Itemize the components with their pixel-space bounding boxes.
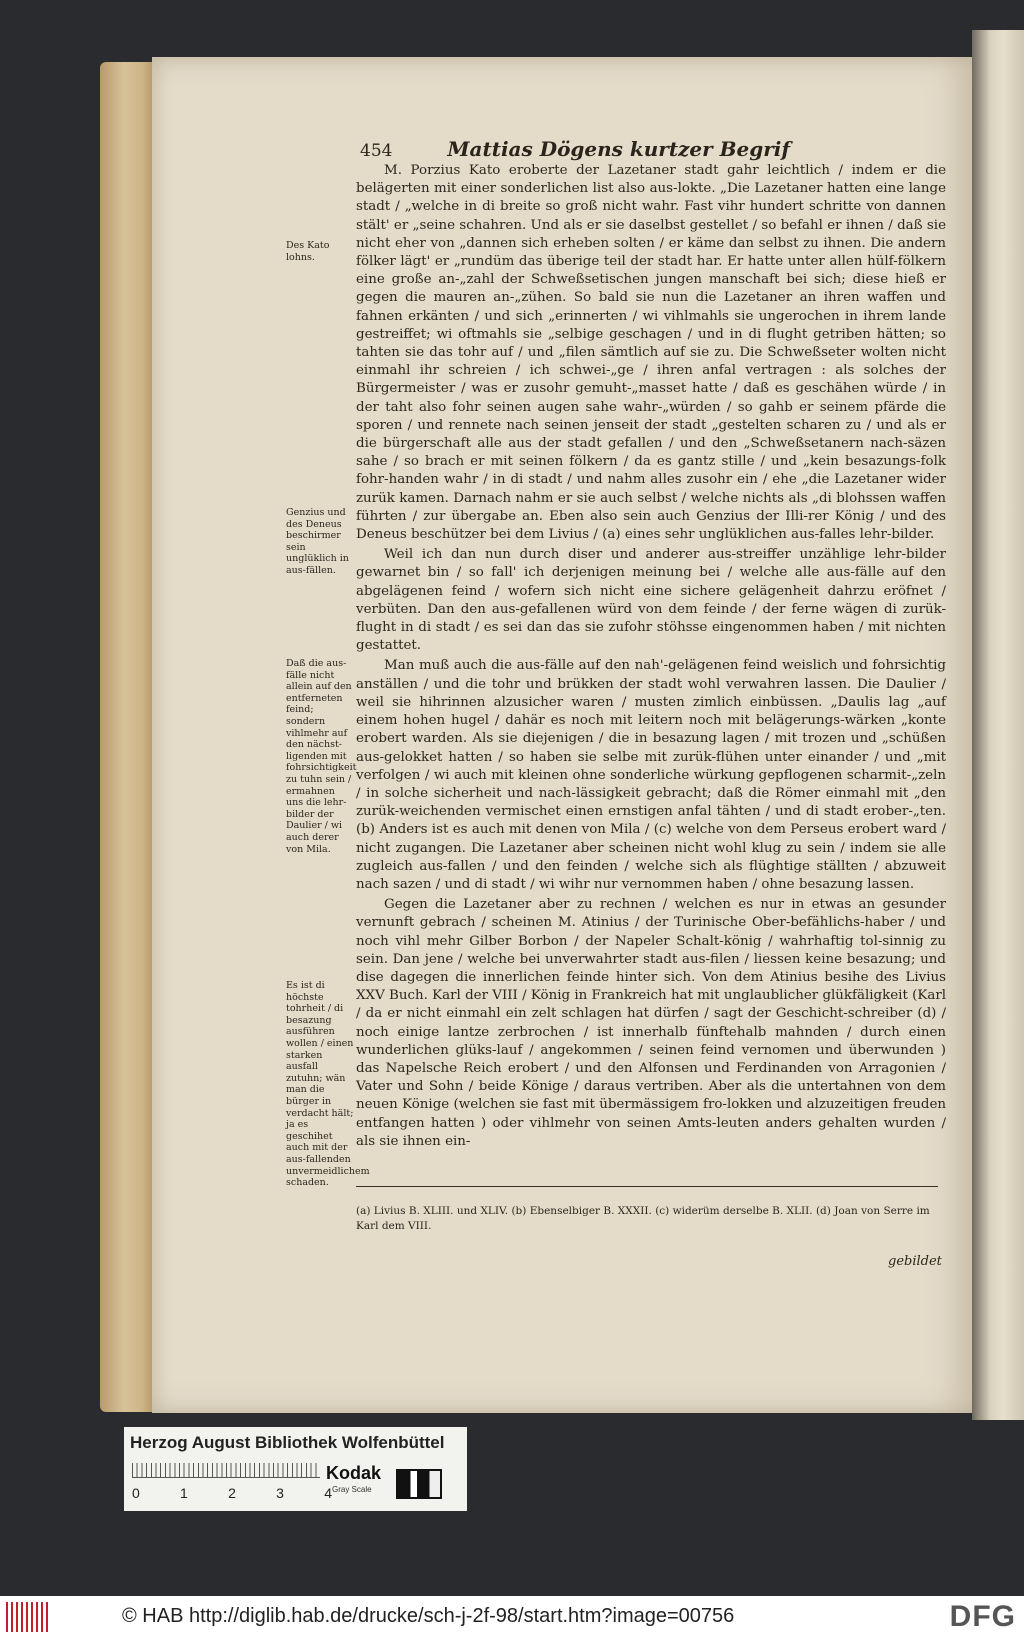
scale-number: 2 [228,1485,236,1501]
paragraph: Weil ich dan nun durch diser und anderer aus-streiffer unzählige lehr-bilder gewarnet bin / so fall' ich derjenigen meinung bei / welche alle aus-fälle auf den abgelägenen feind / wofern sich nicht eine sichere gelägenheit dahrzu eröfnet / verbüten. Dan den aus-gefallenen würd von dem feinde / der ferne wägen di zurük-flught in di stadt / es sei dan das sie zufohr stöhsse eingenommen haben / mit nichten gestattet. [356,547,946,654]
margin-note: Es ist di höchste tohrheit / di besazung ausführen wollen / einen starken ausfall zutuhn; wän man die bürger in verdacht hält; ja es geschihet auch mit der aus-fallenden unvermeidlichem schaden. [286,980,370,1189]
kodak-logo: Kodak [326,1463,382,1483]
dfg-logo: DFG [949,1599,1016,1633]
barcode-icon [6,1602,50,1632]
book-spine [972,30,1024,1420]
page-number: 454 [360,141,393,161]
scale-numbers [132,1485,332,1501]
scale-ruler [132,1463,320,1478]
footnotes: (a) Livius B. XLIII. und XLIV. (b) Ebenselbiger B. XXXII. (c) widerüm derselbe B. XLII. (d) Joan von Serre im Karl dem VIII. [356,1205,930,1232]
gray-scale-swatch [396,1469,442,1499]
scale-number: 0 [132,1485,140,1501]
gray-scale-text: Gray Scale [332,1485,372,1494]
book-page-edges [100,62,160,1412]
library-label [124,1427,467,1511]
scale-number: 3 [276,1485,284,1501]
scale-number: 4 [324,1485,332,1501]
margin-note: Genzius und des Deneus beschirmer sein unglüklich in aus-fällen. [286,507,349,576]
scale-number: 1 [180,1485,188,1501]
catchword: gebildet [888,1254,942,1269]
body-text [356,162,946,1151]
running-title: Mattias Dögens kurtzer Begrif [447,137,790,161]
margin-note: Des Kato lohns. [286,240,330,263]
footnote-rule [356,1186,938,1187]
copyright-url[interactable]: © HAB http://diglib.hab.de/drucke/sch-j-2f-98/start.htm?image=00756 [122,1605,735,1627]
margin-note: Daß die aus-fälle nicht allein auf den entferneten feind; sondern vihlmehr auf den nächst-ligenden mit fohrsichtigkeit zu tuhn sein / ermahnen uns die lehr-bilder der Daulier / wi auch derer von Mila. [286,658,357,855]
page-header [360,137,940,161]
paragraph: Man muß auch die aus-fälle auf den nah'-gelägenen feind weislich und fohrsichtig anställen / und die tohr und brükken der stadt wohl verwahren lassen. Die Daulier / weil sie hihrinnen alzusicher waren / musten zimlich einbüssen. „Daulis lag „auf einem hohen hugel / dahär es noch mit leitern noch mit belägerungs-wärken „konte erobert warden. Als sie diejenigen / die in besazung lagen / mit trozen und „schüßen aus-gelokket hatten / so haben sie selbe mit zurük-flühen unter einander / und „mit verfolgen / wi auch mit kleinen ohne sonderliche würkung gepflogenen scharmit-„zeln / in solche sicherheit und nach-lässigkeit gebracht; daß die Römer einmahl mit „den zurük-weichenden vermischet einen ernstigen anfal tähten / und di stadt erober-„ten. (b) Anders ist es auch mit denen von Mila / (c) welche von dem Perseus erobert ward / nicht zugangen. Die Lazetaner aber scheinen nicht wohl klug zu sein / indem sie alle zugleich aus-fallen / und den feinden / welche sich als flüghtige ställten / abzuweit nach sazen / und di stadt / wi wihr nur vernommen haben / ohne besazung lassen. [356,658,946,892]
footer-bar [0,1596,1024,1637]
paragraph: Gegen die Lazetaner aber zu rechnen / welchen es nur in etwas an gesunder vernunft gebrach / scheinen M. Atinius / der Turinische Ober-befählichs-haber / und noch vihl mehr Gilber Borbon / der Napeler Schalt-könig / wahrhaftig tol-sinnig zu sein. Dan jene / welche bei unverwahrter stadt aus-filen / liessen keine besazung; und dise dagegen die innerlichen feinde hinter sich. Von dem Atinius besihe des Livius XXV Buch. Karl der VIII / König in Frankreich hat mit unglaublicher glükfäligkeit (Karl / da er nicht einmahl ein zelt schlagen hat dürfen / sagt der Geschicht-schreiber (d) / noch einige lantze zerbrochen / ist innerhalb fünftehalb mahnden / durch einen wunderlichen glüks-lauf / angekommen / seinen feind vernomen und überwunden ) das Napelsche Reich erobert / und den Alfonsen und Ferdinanden von Arragonien / Vater und Sohn / beide Könige / daraus vertriben. Aber als die untertahnen von dem neuen Könige (welchen sie fast mit übermässigem fro-lokken und alzuzeitigen freuden entfangen hatten ) oder vihlmehr von seinen Amts-leuten anders gehalten wurden / als sie ihnen ein- [356,897,946,1149]
library-name: Herzog August Bibliothek Wolfenbüttel [130,1433,445,1452]
paragraph: M. Porzius Kato eroberte der Lazetaner stadt gahr leichtlich / indem er die belägerten mit einer sonderlichen list also aus-lokte. „Die Lazetaner hatten eine lange stadt / „welche in di breite so groß nicht wahr. Fast vihr hundert schritte von dannen stält' er „seine schahren. Und als er sie daselbst gestellet / so befahl er ihnen / daß sie nicht eher von „dannen sich erheben solten / er käme dan selbst zu ihnen. Die andern fölker lägt' er „rundüm das überige teil der stadt har. Er hatte unter allen hülf-fölkern eine große an-„zahl der Schweßsetischen jungen manschaft bei sich; diese hieß er gegen die mauren an-„zühen. So bald sie nun die Lazetaner an ihren waffen und fahnen erkänten / und sich „erinnerten / wi vihlmahls sie ungerochen in ihrem lande gestreiffet; wi oftmahls sie „selbige geschagen / und in di flught getriben hätten; so tahten sie das tohr auf / und „filen sämtlich auf sie zu. Die Schweßseter wolten nicht einmahl ihr schreien / ich schwei-„ge / ihren anfal vertragen : als solches der Bürgermeister / was er zusohr gemuht-„masset hatte / daß es geschähen würde / in der taht also fohr seinen augen sahe wahr-„würden / so gahb er seinem pfärde die sporen / und rennete nach seinen jenseit der stadt „gestelten scharen zu / und als er die bürgerschaft alle aus der stadt gefallen / und den „Schweßsetanern nach-säzen sahe / so brach er mit seinen fölkern / da es gantz stille / und „kein besazungs-folk fohr-handen wahr / in di stadt / und nahm alles zusohr ein / ehe „die Lazetaner wider zurük kamen. Darnach nahm er sie auch selbst / welche nichts als „di blohssen waffen führten / zur übergabe an. Eben also sein auch Genzius der Illi-rer König / und des Deneus beschützer bei dem Livius / (a) eines sehr unglüklichen aus-falles lehr-bilder. [356,163,946,543]
